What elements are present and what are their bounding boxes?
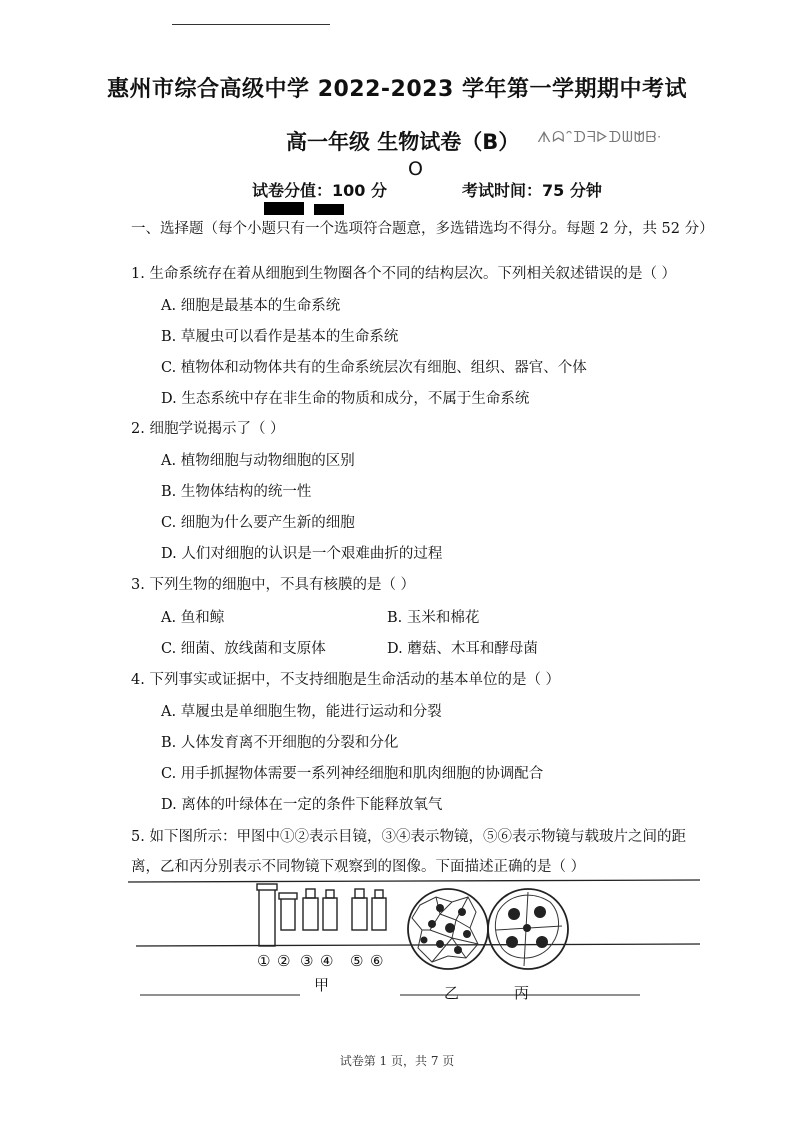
label-eyepiece-2: ② xyxy=(277,952,291,970)
figure-label-yi: 乙 xyxy=(444,984,460,1002)
figure-label-jia: 甲 xyxy=(314,976,330,994)
objective-5 xyxy=(352,889,367,930)
question-1-option-c: C. 植物体和动物体共有的生命系统层次有细胞、组织、器官、个体 xyxy=(161,360,587,376)
label-objective-3: ③ xyxy=(300,952,314,970)
question-2-option-c: C. 细胞为什么要产生新的细胞 xyxy=(161,515,355,531)
exam-subtitle: 高一年级 生物试卷（B） xyxy=(286,130,520,154)
label-distance-6: ⑥ xyxy=(370,952,384,970)
question-5-stem: 5. 如下图所示：甲图中①②表示目镜，③④表示物镜，⑤⑥表示物镜与载玻片之间的距离，乙和丙分别表示不同物镜下观察到的图像。下面描述正确的是（ ） xyxy=(131,829,686,875)
label-distance-5: ⑤ xyxy=(350,952,364,970)
question-3-option-b: B. 玉米和棉花 xyxy=(387,610,480,626)
question-3-option-c: C. 细菌、放线菌和支原体 xyxy=(161,641,326,657)
view-yi-low-magnification xyxy=(408,889,488,969)
section-heading: 一、选择题（每个小题只有一个选项符合题意，多选错选均不得分。每题 2 分，共 52 分） xyxy=(131,221,714,237)
objective-6 xyxy=(372,890,386,930)
figure-label-bing: 丙 xyxy=(514,984,530,1002)
question-2-stem: 2. 细胞学说揭示了（ ） xyxy=(131,421,285,437)
question-2-option-b: B. 生物体结构的统一性 xyxy=(161,484,312,500)
eyepiece-1 xyxy=(257,884,277,946)
question-4-stem: 4. 下列事实或证据中，不支持细胞是生命活动的基本单位的是（ ） xyxy=(131,672,561,688)
objective-3 xyxy=(303,889,318,930)
scribbled-text: ᗑᗣᐢᗪᖷᐅᗪᗯᗻᗹᐧ xyxy=(537,128,662,146)
objective-4 xyxy=(323,890,337,930)
label-eyepiece-1: ① xyxy=(257,952,271,970)
question-1-option-d: D. 生态系统中存在非生命的物质和成分，不属于生命系统 xyxy=(161,391,530,407)
question-4-option-b: B. 人体发育离不开细胞的分裂和分化 xyxy=(161,735,399,751)
score-label: 试卷分值：100 分 xyxy=(252,181,387,200)
page-footer: 试卷第 1 页，共 7 页 xyxy=(339,1054,455,1068)
figure-top-rule xyxy=(128,880,700,882)
exam-title: 惠州市综合高级中学 2022-2023 学年第一学期期中考试 xyxy=(107,77,687,102)
question-3-option-d: D. 蘑菇、木耳和酵母菌 xyxy=(387,641,538,657)
question-4-option-d: D. 离体的叶绿体在一定的条件下能释放氧气 xyxy=(161,797,443,813)
question-2-option-d: D. 人们对细胞的认识是一个艰难曲折的过程 xyxy=(161,546,443,562)
question-3-stem: 3. 下列生物的细胞中，不具有核膜的是（ ） xyxy=(131,577,416,593)
label-objective-4: ④ xyxy=(320,952,334,970)
time-label: 考试时间：75 分钟 xyxy=(462,181,602,200)
question-1-option-a: A. 细胞是最基本的生命系统 xyxy=(161,298,341,314)
question-4-option-a: A. 草履虫是单细胞生物，能进行运动和分裂 xyxy=(161,704,442,720)
eyepiece-2 xyxy=(279,893,297,930)
question-4-option-c: C. 用手抓握物体需要一系列神经细胞和肌肉细胞的协调配合 xyxy=(161,766,544,782)
question-1-stem: 1. 生命系统存在着从细胞到生物圈各个不同的结构层次。下列相关叙述错误的是（ ） xyxy=(131,266,677,282)
view-bing-high-magnification xyxy=(488,889,568,969)
question-2-option-a: A. 植物细胞与动物细胞的区别 xyxy=(161,453,355,469)
question-3-option-a: A. 鱼和鲸 xyxy=(161,610,225,626)
question-1-option-b: B. 草履虫可以看作是基本的生命系统 xyxy=(161,329,399,345)
handwritten-mark: O xyxy=(408,158,423,180)
